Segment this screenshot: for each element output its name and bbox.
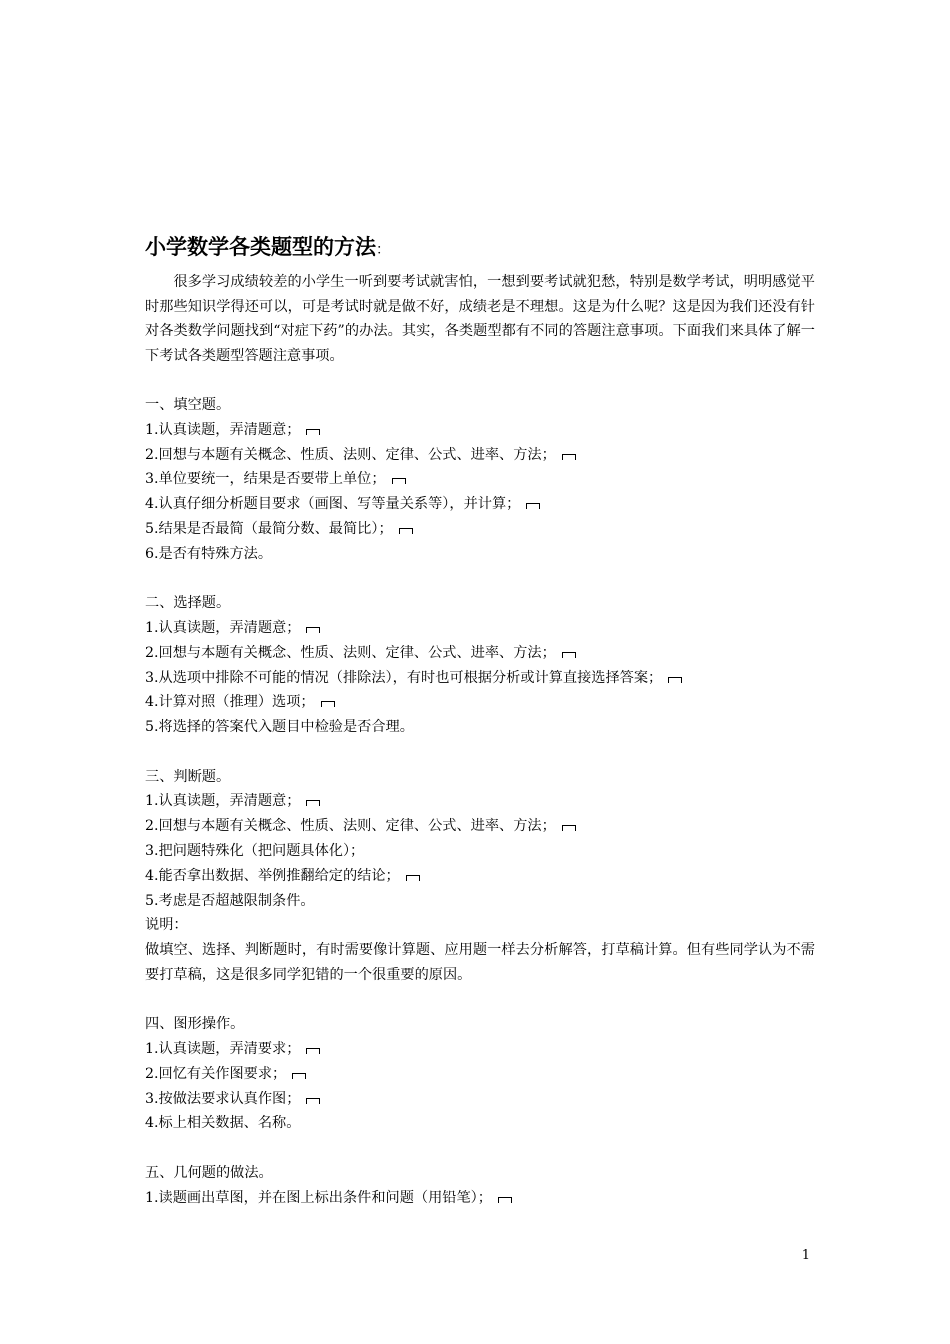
- list-item: [145, 1062, 815, 1087]
- item-text: 1.认真读题，弄清要求；: [145, 1041, 301, 1058]
- list-item: [145, 467, 815, 492]
- note-label: 说明：: [145, 917, 188, 934]
- paragraph-mark-icon: [306, 1048, 320, 1054]
- list-item: [145, 814, 815, 839]
- page-number: 1: [801, 1248, 810, 1263]
- item-text: 5.考虑是否超越限制条件。: [145, 892, 315, 909]
- item-text: 2.回想与本题有关概念、性质、法则、定律、公式、进率、方法；: [145, 644, 556, 661]
- paragraph-mark-icon: [292, 1073, 306, 1079]
- list-item: [145, 517, 815, 542]
- list-item: [145, 542, 815, 567]
- list-item: [145, 715, 815, 740]
- paragraph-mark-icon: [406, 875, 420, 881]
- title-text: 小学数学各类题型的方法: [145, 235, 376, 259]
- paragraph-mark-icon: [399, 528, 413, 534]
- section-heading: 一、填空题。: [145, 396, 231, 413]
- paragraph-mark-icon: [306, 627, 320, 633]
- list-item: [145, 641, 815, 666]
- list-item: [145, 1111, 815, 1136]
- item-text: 3.按做法要求认真作图；: [145, 1090, 301, 1107]
- list-item: [145, 666, 815, 691]
- item-text: 4.能否拿出数据、举例推翻给定的结论；: [145, 867, 400, 884]
- list-item: [145, 889, 815, 914]
- note-paragraph: 做填空、选择、判断题时，有时需要像计算题、应用题一样去分析解答，打草稿计算。但有些同学认为不需要打草稿，这是很多同学犯错的一个很重要的原因。: [145, 942, 815, 983]
- section-graphic-operation: [145, 1012, 815, 1136]
- list-item: [145, 789, 815, 814]
- list-item: [145, 1087, 815, 1112]
- paragraph-mark-icon: [562, 825, 576, 831]
- title-colon: ：: [376, 242, 390, 258]
- item-text: 3.单位要统一，结果是否要带上单位；: [145, 471, 386, 488]
- item-text: 4.标上相关数据、名称。: [145, 1115, 301, 1132]
- list-item: [145, 1186, 815, 1211]
- section-heading: 四、图形操作。: [145, 1016, 245, 1033]
- paragraph-mark-icon: [306, 429, 320, 435]
- item-text: 1.认真读题，弄清题意；: [145, 793, 301, 810]
- section-heading: 五、几何题的做法。: [145, 1164, 273, 1181]
- item-text: 5.结果是否最简（最简分数、最简比）；: [145, 520, 393, 537]
- paragraph-mark-icon: [526, 503, 540, 509]
- section-geometry: [145, 1161, 815, 1211]
- document-title: [145, 232, 815, 262]
- item-text: 3.从选项中排除不可能的情况（排除法），有时也可根据分析或计算直接选择答案；: [145, 669, 663, 686]
- item-text: 1.认真读题，弄清题意；: [145, 619, 301, 636]
- list-item: [145, 690, 815, 715]
- paragraph-mark-icon: [306, 1098, 320, 1104]
- paragraph-mark-icon: [562, 454, 576, 460]
- item-text: 2.回想与本题有关概念、性质、法则、定律、公式、进率、方法；: [145, 446, 556, 463]
- item-text: 6.是否有特殊方法。: [145, 545, 273, 562]
- list-item: [145, 864, 815, 889]
- item-text: 2.回忆有关作图要求；: [145, 1065, 287, 1082]
- item-text: 2.回想与本题有关概念、性质、法则、定律、公式、进率、方法；: [145, 818, 556, 835]
- list-item: [145, 1037, 815, 1062]
- item-text: 3.把问题特殊化（把问题具体化）；: [145, 842, 365, 859]
- list-item: [145, 443, 815, 468]
- section-heading: 二、选择题。: [145, 595, 231, 612]
- paragraph-mark-icon: [498, 1197, 512, 1203]
- section-multiple-choice: [145, 591, 815, 740]
- section-fill-in-blank: [145, 393, 815, 567]
- document-body: [145, 232, 815, 1210]
- item-text: 5.将选择的答案代入题目中检验是否合理。: [145, 719, 414, 736]
- section-true-false: [145, 765, 815, 988]
- paragraph-mark-icon: [321, 701, 335, 707]
- list-item: [145, 839, 815, 864]
- list-item: [145, 492, 815, 517]
- paragraph-mark-icon: [392, 478, 406, 484]
- item-text: 4.认真仔细分析题目要求（画图、写等量关系等），并计算；: [145, 496, 521, 513]
- item-text: 1.认真读题，弄清题意；: [145, 421, 301, 438]
- list-item: [145, 418, 815, 443]
- item-text: 1.读题画出草图，并在图上标出条件和问题（用铅笔）；: [145, 1189, 492, 1206]
- paragraph-mark-icon: [668, 677, 682, 683]
- section-heading: 三、判断题。: [145, 768, 231, 785]
- intro-paragraph: 很多学习成绩较差的小学生一听到要考试就害怕，一想到要考试就犯愁，特别是数学考试，明明感觉平时那些知识学得还可以，可是考试时就是做不好，成绩老是不理想。这是为什么呢？这是因为我们还没有针对各类数学问题找到“对症下药”的办法。其实，各类题型都有不同的答题注意事项。下面我们来具体了解一下考试各类题型答题注意事项。: [145, 274, 815, 364]
- paragraph-mark-icon: [562, 652, 576, 658]
- list-item: [145, 616, 815, 641]
- paragraph-mark-icon: [306, 800, 320, 806]
- item-text: 4.计算对照（推理）选项；: [145, 694, 315, 711]
